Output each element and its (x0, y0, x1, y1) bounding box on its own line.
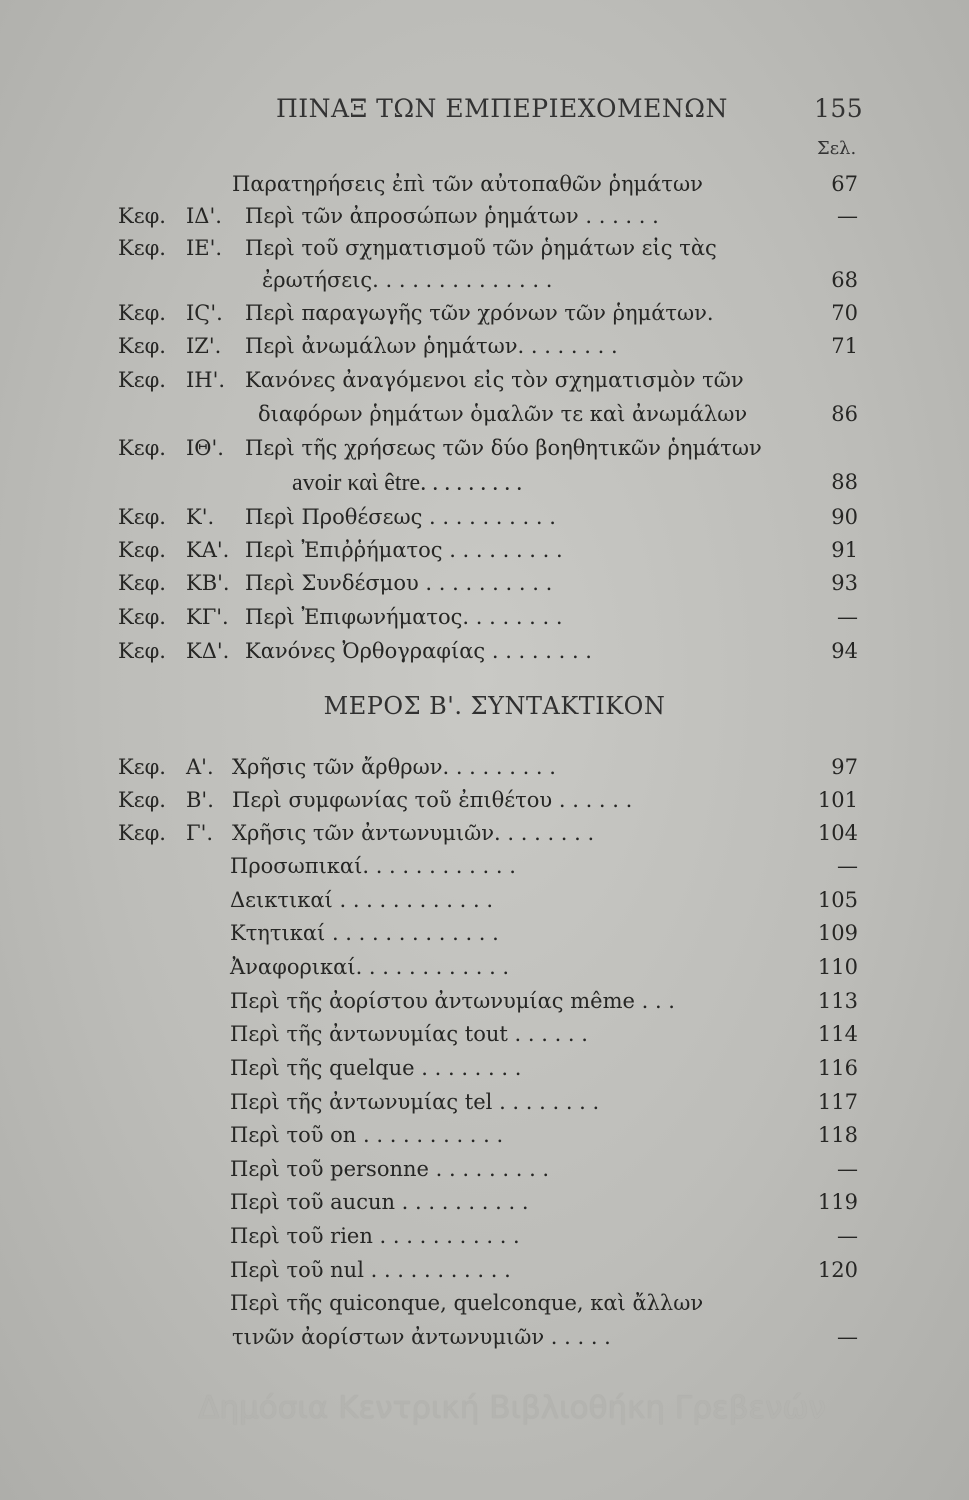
chapter-number: Γ'. (186, 821, 214, 845)
toc-entry-page: 97 (831, 755, 858, 779)
chapter-label: Κεφ. (118, 538, 166, 562)
toc-subentry (0, 921, 969, 953)
toc-entry (0, 204, 969, 236)
toc-entry-page: 113 (817, 989, 858, 1013)
toc-subentry (0, 1157, 969, 1189)
toc-entry-page: 68 (831, 268, 858, 292)
toc-entry-text: avoir καὶ être. . . . . . . . . (292, 470, 523, 496)
toc-entry-text: διαφόρων ῥημάτων ὁμαλῶν τε καὶ ἀνωμάλων (258, 402, 748, 426)
toc-entry-text: Περὶ τῆς quelque . . . . . . . . (230, 1056, 522, 1080)
toc-subentry (0, 888, 969, 920)
chapter-number: ΙΗ'. (186, 368, 226, 392)
chapter-number: ΙΕ'. (186, 236, 223, 260)
page-column-label: Σελ. (817, 138, 857, 159)
toc-subentry (0, 955, 969, 987)
toc-entry-page: 109 (817, 921, 858, 945)
toc-entry-text: Περὶ παραγωγῆς τῶν χρόνων τῶν ῥημάτων. (245, 301, 714, 325)
chapter-number: ΚΔ'. (186, 639, 230, 663)
chapter-number: ΙϚ'. (186, 301, 223, 325)
toc-entry-continuation (0, 402, 969, 434)
chapter-number: Α'. (186, 755, 214, 779)
toc-entry-text: Περὶ τοῦ nul . . . . . . . . . . . (230, 1258, 511, 1282)
toc-entry (0, 639, 969, 671)
toc-subentry (0, 1022, 969, 1054)
toc-entry-page: 120 (817, 1258, 858, 1282)
chapter-label: Κεφ. (118, 639, 166, 663)
toc-entry (0, 505, 969, 537)
toc-entry-text: Προσωπικαί. . . . . . . . . . . . (230, 854, 516, 878)
toc-subentry (0, 1090, 969, 1122)
chapter-number: ΚΓ'. (186, 605, 229, 629)
toc-entry-page: 91 (831, 538, 858, 562)
toc-entry (0, 788, 969, 820)
toc-entry (0, 821, 969, 853)
toc-subentry (0, 1123, 969, 1155)
toc-entry (0, 301, 969, 333)
toc-entry (0, 605, 969, 637)
toc-entry-text: Περὶ ἀνωμάλων ῥημάτων. . . . . . . . (245, 334, 618, 358)
toc-subentry (0, 1258, 969, 1290)
chapter-label: Κεφ. (118, 334, 166, 358)
toc-subentry-continuation (0, 1325, 969, 1357)
toc-entry-text: Κανόνες Ὀρθογραφίας . . . . . . . . (245, 639, 592, 663)
toc-entry-page: 118 (817, 1123, 858, 1147)
toc-entry-page: 116 (817, 1056, 858, 1080)
toc-entry-text: Περὶ τῆς ἀντωνυμίας tel . . . . . . . . (230, 1090, 600, 1114)
toc-entry (0, 538, 969, 570)
toc-entry-page: — (837, 1157, 858, 1181)
toc-entry-text: τινῶν ἀορίστων ἀντωνυμιῶν . . . . . (232, 1325, 611, 1349)
toc-entry (0, 755, 969, 787)
toc-entry-page: — (837, 854, 858, 878)
toc-entry-text: Περὶ τοῦ personne . . . . . . . . . (230, 1157, 550, 1181)
toc-entry-page: 104 (817, 821, 858, 845)
toc-entry (0, 571, 969, 603)
toc-entry-text: Περὶ τοῦ on . . . . . . . . . . . (230, 1123, 504, 1147)
toc-entry-text: Δεικτικαί . . . . . . . . . . . . (230, 888, 494, 912)
chapter-label: Κεφ. (118, 821, 166, 845)
toc-entry-text: Περὶ Ἐπιῤῥήματος . . . . . . . . . (245, 538, 563, 562)
chapter-number: Κ'. (186, 505, 215, 529)
toc-entry-page: 86 (831, 402, 858, 426)
chapter-number: ΙΖ'. (186, 334, 222, 358)
chapter-label: Κεφ. (118, 204, 166, 228)
toc-entry-text: Περὶ τοῦ aucun . . . . . . . . . . (230, 1190, 529, 1214)
toc-subentry (0, 989, 969, 1021)
running-header-title: ΠΙΝΑΞ ΤΩΝ ΕΜΠΕΡΙΕΧΟΜΕΝΩΝ (276, 94, 728, 123)
toc-entry-text: Περὶ τῆς ἀορίστου ἀντωνυμίας même . . . (230, 989, 675, 1013)
chapter-label: Κεφ. (118, 368, 166, 392)
toc-entry-text: Κτητικαί . . . . . . . . . . . . . (230, 921, 499, 945)
toc-entry-page: 70 (831, 301, 858, 325)
part-heading: ΜΕΡΟΣ Β'. ΣΥΝΤΑΚΤΙΚΟΝ (323, 692, 666, 720)
toc-entry (0, 172, 969, 204)
toc-entry-page: 105 (817, 888, 858, 912)
chapter-label: Κεφ. (118, 236, 166, 260)
toc-entry-page: 119 (817, 1190, 858, 1214)
toc-entry-continuation (0, 470, 969, 502)
toc-entry-text: ἐρωτήσεις. . . . . . . . . . . . . . (262, 268, 553, 292)
toc-entry (0, 236, 969, 268)
chapter-label: Κεφ. (118, 605, 166, 629)
toc-entry-page: 88 (831, 470, 858, 494)
chapter-label: Κεφ. (118, 571, 166, 595)
toc-entry-page: 71 (831, 334, 858, 358)
toc-entry-page: — (837, 204, 858, 228)
chapter-label: Κεφ. (118, 755, 166, 779)
toc-subentry (0, 854, 969, 886)
toc-entry-page: 114 (817, 1022, 858, 1046)
toc-entry-text: Περὶ τῆς ἀντωνυμίας tout . . . . . . (230, 1022, 588, 1046)
toc-entry-text: Χρῆσις τῶν ἀντωνυμιῶν. . . . . . . . (232, 821, 595, 845)
toc-entry-text: Περὶ τῶν ἀπροσώπων ῥημάτων . . . . . . (245, 204, 659, 228)
chapter-label: Κεφ. (118, 436, 166, 460)
toc-entry-text: Περὶ τοῦ rien . . . . . . . . . . . (230, 1224, 520, 1248)
toc-subentry (0, 1056, 969, 1088)
toc-entry-continuation (0, 268, 969, 300)
toc-entry-page: 93 (831, 571, 858, 595)
toc-entry (0, 334, 969, 366)
toc-subentry (0, 1190, 969, 1222)
library-watermark: Δημόσια Κεντρική Βιβλιοθήκη Γρεβενών (198, 1390, 826, 1426)
chapter-label: Κεφ. (118, 505, 166, 529)
toc-entry (0, 436, 969, 468)
toc-entry-text: Παρατηρήσεις ἐπὶ τῶν αὐτοπαθῶν ῥημάτων (232, 172, 703, 196)
toc-entry-text: Περὶ τῆς χρήσεως τῶν δύο βοηθητικῶν ῥημάτων (245, 436, 762, 460)
toc-entry-text: Περὶ Ἐπιφωνήματος. . . . . . . . (245, 605, 563, 629)
toc-entry-text: Περὶ Συνδέσμου . . . . . . . . . . (245, 571, 553, 595)
chapter-label: Κεφ. (118, 788, 166, 812)
chapter-label: Κεφ. (118, 301, 166, 325)
chapter-number: ΙΔ'. (186, 204, 222, 228)
toc-entry-text: Χρῆσις τῶν ἄρθρων. . . . . . . . . (232, 755, 556, 779)
toc-entry-page: — (837, 1325, 858, 1349)
toc-entry-text: Περὶ συμφωνίας τοῦ ἐπιθέτου . . . . . . (232, 788, 633, 812)
toc-entry (0, 368, 969, 400)
toc-entry-page: 90 (831, 505, 858, 529)
toc-subentry (0, 1224, 969, 1256)
toc-entry-text: Ἀναφορικαί. . . . . . . . . . . . (230, 955, 510, 979)
toc-entry-text: Κανόνες ἀναγόμενοι εἰς τὸν σχηματισμὸν τῶν (245, 368, 744, 392)
toc-entry-text: Περὶ τῆς quiconque, quelconque, καὶ ἄλλων (230, 1291, 704, 1315)
toc-entry-page: 101 (817, 788, 858, 812)
chapter-number: ΙΘ'. (186, 436, 224, 460)
toc-entry-page: 117 (817, 1090, 858, 1114)
toc-entry-page: — (837, 605, 858, 629)
toc-entry-page: 94 (831, 639, 858, 663)
toc-entry-text: Περὶ τοῦ σχηματισμοῦ τῶν ῥημάτων εἰς τὰς (245, 236, 717, 260)
chapter-number: Β'. (186, 788, 214, 812)
toc-subentry (0, 1291, 969, 1323)
toc-entry-text: Περὶ Προθέσεως . . . . . . . . . . (245, 505, 556, 529)
toc-entry-page: 110 (817, 955, 858, 979)
page-number: 155 (814, 94, 864, 123)
chapter-number: ΚΑ'. (186, 538, 230, 562)
chapter-number: ΚΒ'. (186, 571, 230, 595)
toc-entry-page: — (837, 1224, 858, 1248)
toc-entry-page: 67 (831, 172, 858, 196)
